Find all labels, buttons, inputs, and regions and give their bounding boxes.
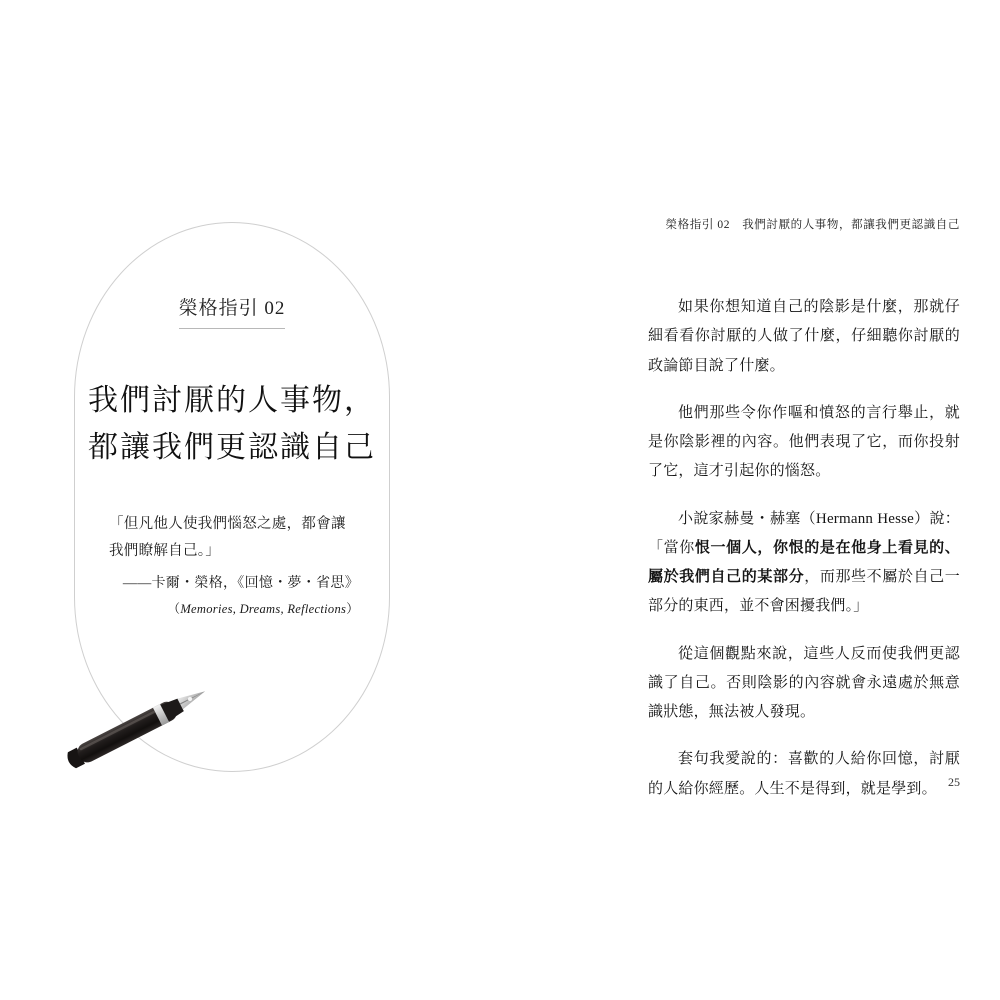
chapter-title-line-1: 我們討厭的人事物， xyxy=(88,384,376,417)
source-paren-open: （ xyxy=(167,601,181,616)
chapter-title-line-2: 都讓我們更認識自己 xyxy=(88,430,376,464)
chapter-title xyxy=(75,378,389,471)
chapter-label: 榮格指引 02 xyxy=(179,293,286,329)
chapter-label-wrapper xyxy=(75,293,389,329)
hesse-lead: 小說家赫曼・赫塞（Hermann Hesse）說：「當你 xyxy=(648,510,960,556)
hesse-tail: ，而那些不屬於自己一部分的東西，並不會困擾我們。」 xyxy=(648,569,960,615)
right-page xyxy=(500,0,1000,1000)
paragraph: 如果你想知道自己的陰影是什麼，那就仔細看看你討厭的人做了什麼，仔細聽你討厭的政論節目說了什麼。 xyxy=(648,299,960,374)
running-head: 榮格指引 02 我們討厭的人事物，都讓我們更認識自己 xyxy=(665,219,960,231)
hesse-emphasis: 恨一個人，你恨的是在他身上看見的、屬於我們自己的某部分 xyxy=(648,539,961,585)
epigraph-source xyxy=(109,598,359,621)
source-title: Memories, Dreams, Reflections xyxy=(180,601,347,616)
page-number: 25 xyxy=(948,775,960,789)
paragraph: 他們那些令你作嘔和憤怒的言行舉止，就是你陰影裡的內容。他們表現了它，而你投射了它，這才引起你的惱怒。 xyxy=(648,404,960,480)
paragraph: 套句我愛說的：喜歡的人給你回憶，討厭的人給你經歷。人生不是得到，就是學到。 xyxy=(648,751,960,797)
paragraph: 從這個觀點來說，這些人反而使我們更認識了自己。否則陰影的內容就會永遠處於無意識狀態，無法被人發現。 xyxy=(648,645,960,720)
paragraph-hesse xyxy=(648,505,960,622)
source-paren-close: ） xyxy=(346,601,359,616)
body-text-column xyxy=(648,293,960,822)
epigraph-quote: 「但凡他人使我們惱怒之處，都會讓我們瞭解自己。」 xyxy=(109,516,346,559)
fountain-pen-icon xyxy=(55,668,235,778)
epigraph-block xyxy=(109,511,359,621)
epigraph-attribution: ——卡爾・榮格，《回憶・夢・省思》 xyxy=(122,575,359,591)
